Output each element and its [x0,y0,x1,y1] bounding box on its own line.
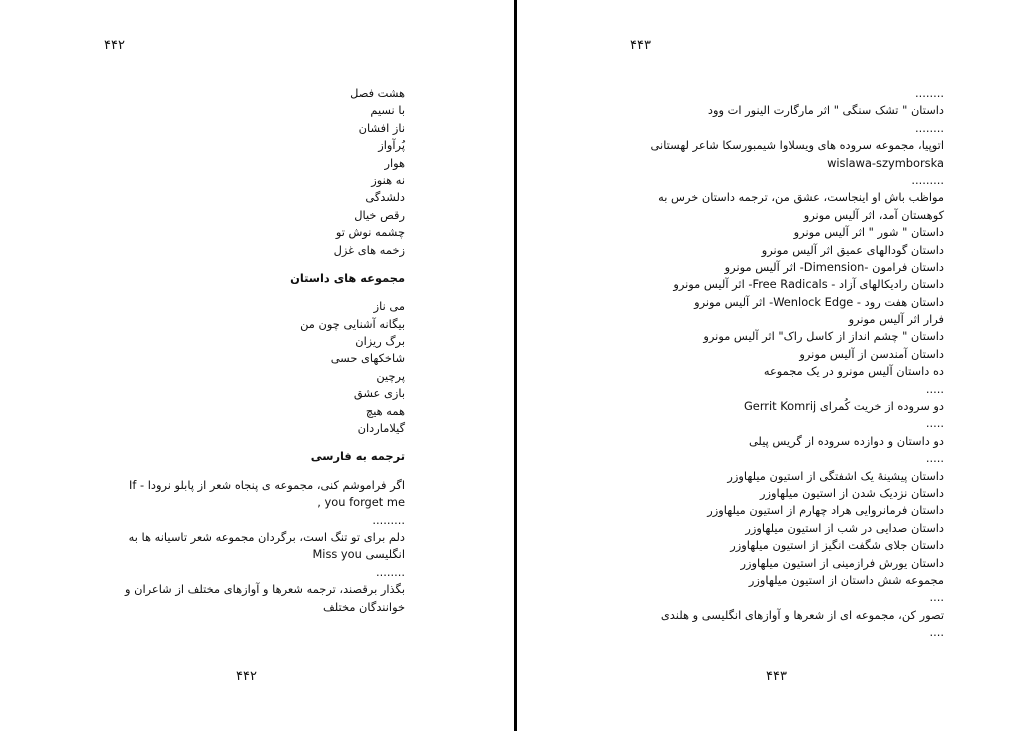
page-number-bottom: ۴۴۳ [766,669,787,684]
page-number-top: ۴۴۳ [630,38,651,53]
text-line: داستان یورش فرازمینی از استیون میلهاوزر [740,555,944,570]
text-line: دلم برای تو تنگ است، برگردان مجموعه شعر تاسیانه ها به [128,529,405,544]
text-line: ......... [372,512,405,527]
text-line: داستان گودالهای عمیق اثر آلیس مونرو [761,242,944,257]
spacer [125,466,405,477]
text-line: نه هنوز [371,172,405,187]
text-line: داستان فرمانروایی هراد چهارم از استیون میلهاوزر [707,503,944,518]
text-line: بازی عشق [353,386,405,401]
text-line: داستان پیشینهٔ یک اشفتگی از استیون میلهاوزر [727,468,944,483]
text-line: ده داستان آلیس مونرو در یک مجموعه [763,364,944,379]
text-line: داستان جلای شگفت انگیز از استیون میلهاوزر [730,538,944,553]
text-line: چشمه نوش تو [335,225,405,240]
text-line: پرچین [376,368,405,383]
text-line: هشت فصل [350,86,405,100]
text-line: داستان رادیکالهای آزاد - Free Radicals- اثر آلیس مونرو [673,277,944,292]
text-line: پُرآواز [378,138,405,153]
text-line: برگ ریزان [355,334,405,349]
page-number-bottom: ۴۴۲ [236,669,257,684]
book-spine-divider [514,0,517,731]
section-heading: مجموعه های داستان [290,270,405,285]
text-line: wislawa-szymborska [827,155,944,170]
text-line: انگلیسی Miss you [312,547,405,562]
text-line: گیلاماردان [357,421,405,436]
text-line: داستان " چشم انداز از کاسل راک" اثر آلیس مونرو [703,329,944,344]
text-line: ........ [915,86,944,100]
text-line: تصور کن، مجموعه ای از شعرها و آوازهای انگلیسی و هلندی [660,607,944,622]
text-line: .... [929,590,944,605]
text-line: کوهستان آمد، اثر آلیس مونرو [803,207,944,222]
text-line: ..... [925,416,944,431]
text-line: داستان " تشک سنگی " اثر مارگارت الینور ات وود [707,103,944,118]
text-line: داستان آمندسن از آلیس مونرو [799,346,944,361]
right-page [518,0,1033,731]
text-line: هوار [384,155,405,170]
text-line: رقص خیال [354,207,405,222]
text-line: داستان هفت رود - Wenlock Edge- اثر آلیس مونرو [694,294,944,309]
text-line: دو سروده از خریت کُمرای Gerrit Komrij [743,399,944,414]
right-page-text [651,85,944,642]
spacer [125,259,405,270]
text-line: همه هیچ [365,403,405,418]
text-line: بیگانه آشنایی چون من [300,316,405,331]
text-line: اگر فراموشم کنی، مجموعه ی پنجاه شعر از پابلو نرودا - If [128,477,405,492]
text-line: دو داستان و دوازده سروده از گریس پیلی [748,433,944,448]
spacer [125,437,405,448]
text-line: زخمه های غزل [333,242,405,257]
text-line: شاخکهای حسی [330,351,405,366]
page-number-top: ۴۴۲ [104,38,125,53]
section-heading: ترجمه به فارسی [310,449,405,464]
left-page [0,0,514,731]
text-line: دلشدگی [365,190,405,205]
text-line: ........ [376,564,405,579]
text-line: ناز افشان [358,120,405,135]
text-line: ..... [925,451,944,466]
spacer [125,287,405,298]
text-line: مجموعه شش داستان از استیون میلهاوزر [748,572,944,587]
text-line: داستان نزدیک شدن از استیون میلهاوزر [760,485,944,500]
text-line: اتوپیا، مجموعه سروده های ویسلاوا شیمبورسکا شاعر لهستانی [650,138,944,153]
text-line: you forget me , [317,495,405,510]
text-line: مواظب باش او اینجاست، عشق من، ترجمه داستان خرس به [658,190,944,205]
text-line: .... [929,625,944,640]
text-line: ........ [915,120,944,135]
text-line: بگذار برقصند، ترجمه شعرها و آوازهای مختلف از شاعران و [124,582,405,597]
text-line: داستان صدایی در شب از استیون میلهاوزر [745,520,944,535]
text-line: خوانندگان مختلف [322,599,405,614]
text-line: می ناز [373,299,405,314]
text-line: داستان فرامون -Dimension- اثر آلیس مونرو [724,259,944,274]
text-line: ......... [911,172,944,187]
text-line: داستان " شور " اثر آلیس مونرو [793,225,944,240]
text-line: با نسیم [370,103,405,118]
text-line: ..... [925,381,944,396]
text-line: فرار اثر آلیس مونرو [848,312,944,327]
left-page-text [125,85,405,616]
